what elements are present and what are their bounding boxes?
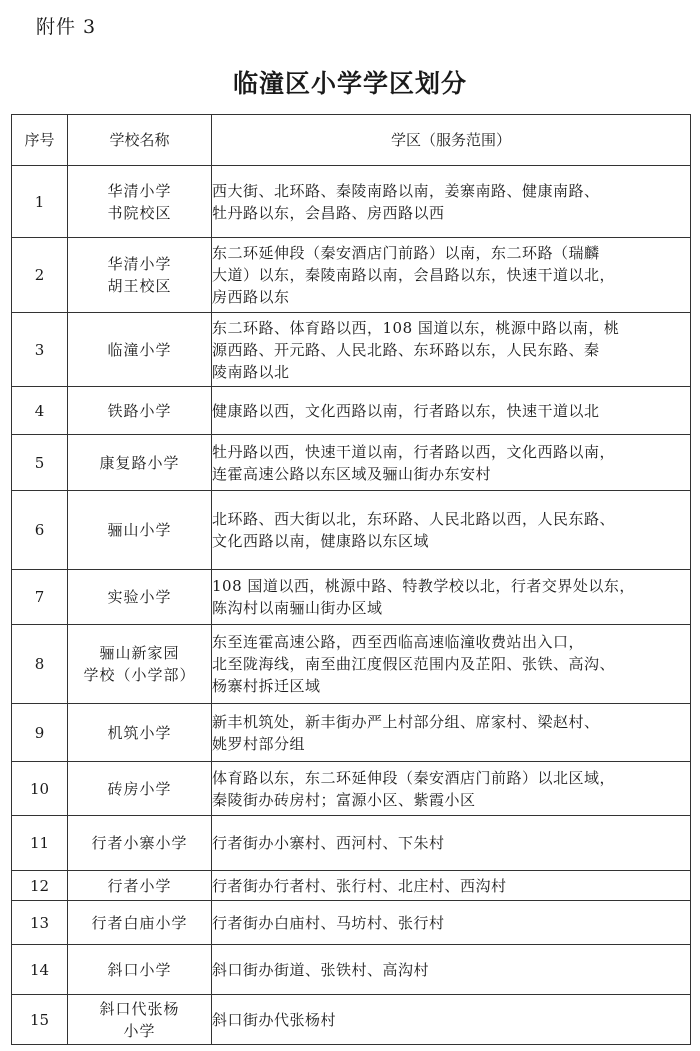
school-name: 华清小学 书院校区 (68, 166, 212, 238)
school-name: 临潼小学 (68, 313, 212, 387)
row-number: 3 (12, 313, 68, 387)
row-number: 14 (12, 945, 68, 995)
row-number: 9 (12, 704, 68, 762)
document-title: 临潼区小学学区划分 (232, 69, 467, 98)
table-row (12, 238, 691, 313)
school-name: 铁路小学 (68, 387, 212, 435)
service-area: 东二环路、体育路以西，108 国道以东，桃源中路以南，桃 源西路、开元路、人民北路、东环路以东，人民东路、秦 陵南路以北 (212, 313, 691, 387)
service-area: 新丰机筑处，新丰街办严上村部分组、席家村、梁赵村、 姚罗村部分组 (212, 704, 691, 762)
row-number: 15 (12, 995, 68, 1045)
attachment-label: 附件 3 (36, 16, 97, 38)
school-name: 骊山新家园 学校（小学部） (68, 625, 212, 704)
school-name: 斜口代张杨 小学 (68, 995, 212, 1045)
table-row (12, 901, 691, 945)
table-row (12, 313, 691, 387)
school-name: 华清小学 胡王校区 (68, 238, 212, 313)
table-row (12, 625, 691, 704)
table-header-row (12, 115, 691, 166)
row-number: 11 (12, 816, 68, 871)
school-name: 行者小寨小学 (68, 816, 212, 871)
table-row (12, 166, 691, 238)
table-row (12, 435, 691, 491)
school-name: 砖房小学 (68, 762, 212, 816)
row-number: 7 (12, 570, 68, 625)
table-row (12, 871, 691, 901)
row-number: 2 (12, 238, 68, 313)
table-row (12, 762, 691, 816)
service-area: 北环路、西大街以北，东环路、人民北路以西，人民东路、 文化西路以南，健康路以东区域 (212, 491, 691, 570)
school-zone-table (11, 114, 691, 1045)
service-area: 斜口街办代张杨村 (212, 995, 691, 1045)
table-row (12, 387, 691, 435)
header-area: 学区（服务范围） (212, 115, 691, 166)
row-number: 1 (12, 166, 68, 238)
school-name: 机筑小学 (68, 704, 212, 762)
table-row (12, 945, 691, 995)
table-row (12, 995, 691, 1045)
school-name: 康复路小学 (68, 435, 212, 491)
row-number: 5 (12, 435, 68, 491)
row-number: 13 (12, 901, 68, 945)
school-name: 骊山小学 (68, 491, 212, 570)
service-area: 东二环延伸段（秦安酒店门前路）以南，东二环路（瑞麟 大道）以东，秦陵南路以南，会昌路以东，快速干道以北， 房西路以东 (212, 238, 691, 313)
header-number: 序号 (12, 115, 68, 166)
service-area: 行者街办小寨村、西河村、下朱村 (212, 816, 691, 871)
table-row (12, 491, 691, 570)
row-number: 12 (12, 871, 68, 901)
row-number: 10 (12, 762, 68, 816)
school-name: 行者白庙小学 (68, 901, 212, 945)
table-row (12, 570, 691, 625)
service-area: 牡丹路以西，快速干道以南，行者路以西，文化西路以南， 连霍高速公路以东区域及骊山街办东安村 (212, 435, 691, 491)
service-area: 斜口街办街道、张铁村、高沟村 (212, 945, 691, 995)
table-row (12, 816, 691, 871)
row-number: 4 (12, 387, 68, 435)
table-row (12, 704, 691, 762)
service-area: 健康路以西，文化西路以南，行者路以东，快速干道以北 (212, 387, 691, 435)
service-area: 行者街办行者村、张行村、北庄村、西沟村 (212, 871, 691, 901)
service-area: 东至连霍高速公路，西至西临高速临潼收费站出入口， 北至陇海线，南至曲江度假区范围内及芷阳、张铁、高沟、 杨寨村拆迁区域 (212, 625, 691, 704)
service-area: 西大街、北环路、秦陵南路以南，姜寨南路、健康南路、 牡丹路以东，会昌路、房西路以西 (212, 166, 691, 238)
header-school: 学校名称 (68, 115, 212, 166)
service-area: 108 国道以西，桃源中路、特教学校以北，行者交界处以东， 陈沟村以南骊山街办区域 (212, 570, 691, 625)
school-name: 行者小学 (68, 871, 212, 901)
service-area: 体育路以东，东二环延伸段（秦安酒店门前路）以北区域， 秦陵街办砖房村；富源小区、紫霞小区 (212, 762, 691, 816)
service-area: 行者街办白庙村、马坊村、张行村 (212, 901, 691, 945)
row-number: 8 (12, 625, 68, 704)
row-number: 6 (12, 491, 68, 570)
school-name: 实验小学 (68, 570, 212, 625)
school-name: 斜口小学 (68, 945, 212, 995)
